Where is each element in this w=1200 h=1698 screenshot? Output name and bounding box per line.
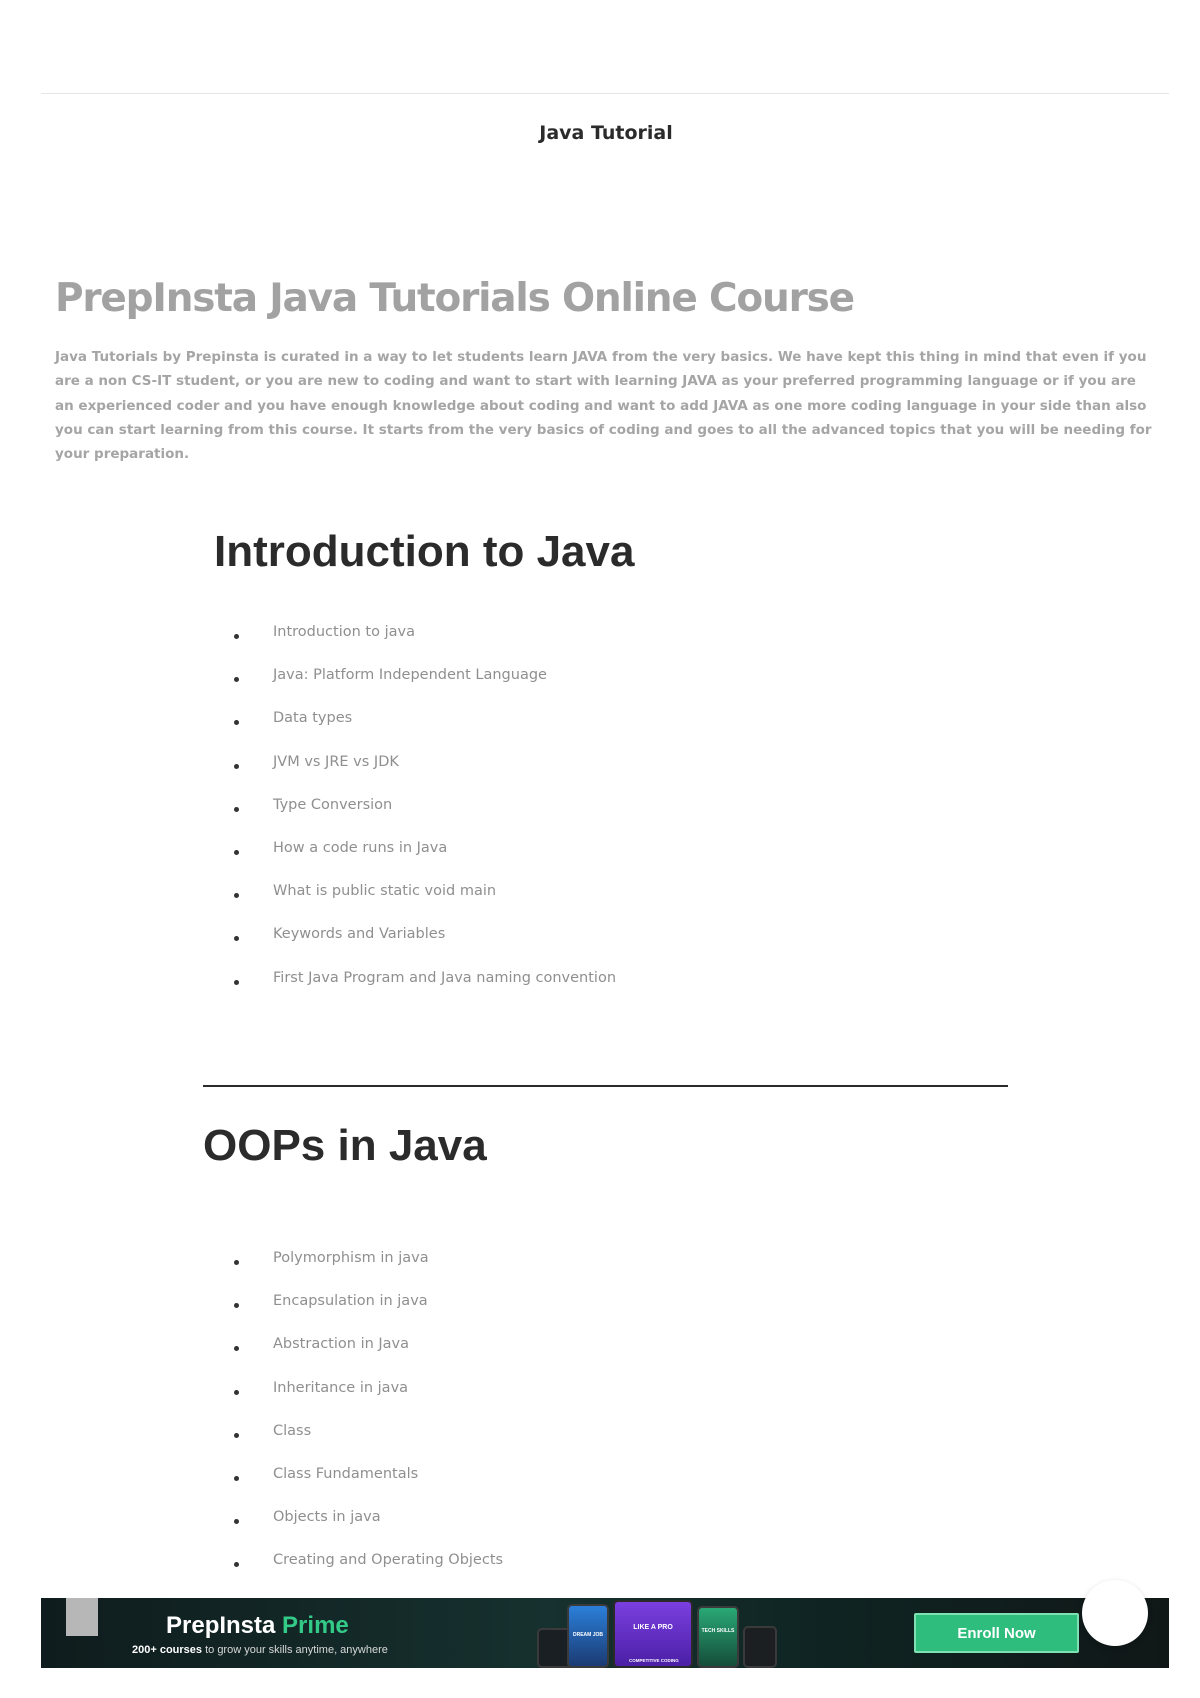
topic-link[interactable]: Encapsulation in java bbox=[273, 1293, 428, 1310]
phone-label: LIKE A PRO bbox=[633, 1624, 673, 1631]
topic-link[interactable]: Abstraction in Java bbox=[273, 1336, 410, 1353]
section-heading-oops: OOPs in Java bbox=[203, 1121, 487, 1170]
brand-primary: PrepInsta bbox=[166, 1612, 276, 1639]
banner-brand bbox=[166, 1612, 349, 1640]
topic-link[interactable]: Introduction to java bbox=[273, 624, 415, 640]
phone-label: TECH SKILLS bbox=[701, 1628, 735, 1634]
phone-mockup bbox=[743, 1626, 777, 1668]
bullet-icon bbox=[234, 634, 239, 639]
bullet-icon bbox=[234, 677, 239, 682]
topic-link[interactable]: Creating and Operating Objects bbox=[273, 1552, 504, 1569]
section-divider bbox=[203, 1085, 1008, 1087]
header-divider bbox=[41, 93, 1169, 94]
banner-phone-mockups bbox=[537, 1600, 827, 1668]
bullet-icon bbox=[234, 1519, 239, 1524]
topic-link[interactable]: Inheritance in java bbox=[273, 1379, 409, 1396]
bullet-icon bbox=[234, 850, 239, 855]
hero-description: Java Tutorials by Prepinsta is curated in a way to let students learn JAVA from the very basics. We have kept this thing in mind that even if you are a non CS-IT student, or you are new to coding and want to start with learning JAVA as your preferred programming language or if you are an experienced coder and you have enough knowledge about coding and want to add JAVA as one more coding language in your side than also you can start learning from this course. It starts from the very basics of coding and goes to all the advanced topics that you will be needing for your preparation. bbox=[55, 349, 1152, 463]
topic-link[interactable]: Class Fundamentals bbox=[273, 1465, 419, 1482]
topic-link[interactable]: First Java Program and Java naming convention bbox=[273, 969, 617, 986]
bullet-icon bbox=[234, 1476, 239, 1481]
bullet-icon bbox=[234, 936, 239, 941]
prime-promo-banner[interactable] bbox=[41, 1598, 1169, 1668]
phone-label: COMPETITIVE CODING bbox=[629, 1658, 679, 1663]
page-title: Java Tutorial bbox=[539, 122, 673, 144]
phone-mockup bbox=[567, 1604, 609, 1668]
bullet-icon bbox=[234, 1390, 239, 1395]
bullet-icon bbox=[234, 980, 239, 985]
bullet-icon bbox=[234, 720, 239, 725]
topic-link[interactable]: How a code runs in Java bbox=[273, 839, 448, 856]
bullet-icon bbox=[234, 764, 239, 769]
section-heading-introduction: Introduction to Java bbox=[214, 527, 635, 576]
tagline-strong: 200+ courses bbox=[132, 1644, 203, 1656]
topic-link[interactable]: Data types bbox=[273, 710, 353, 727]
brand-accent: Prime bbox=[282, 1612, 349, 1639]
bullet-icon bbox=[234, 1303, 239, 1308]
banner-tagline bbox=[132, 1644, 388, 1656]
topic-link[interactable]: Objects in java bbox=[273, 1509, 381, 1526]
bullet-icon bbox=[234, 1433, 239, 1438]
bullet-icon bbox=[234, 1562, 239, 1567]
tagline-rest: to grow your skills anytime, anywhere bbox=[202, 1644, 388, 1656]
phone-mockup bbox=[697, 1606, 739, 1668]
hero-title: PrepInsta Java Tutorials Online Course bbox=[55, 276, 854, 321]
topic-link[interactable]: Keywords and Variables bbox=[273, 926, 446, 943]
phone-label: DREAM JOB bbox=[572, 1632, 603, 1638]
bullet-icon bbox=[234, 1346, 239, 1351]
bullet-icon bbox=[234, 893, 239, 898]
topic-link[interactable]: Type Conversion bbox=[273, 796, 393, 813]
banner-close-placeholder[interactable] bbox=[66, 1598, 98, 1636]
topic-link[interactable]: Polymorphism in java bbox=[273, 1250, 429, 1266]
phone-mockup bbox=[613, 1600, 693, 1668]
bullet-icon bbox=[234, 1260, 239, 1265]
topic-link[interactable]: JVM vs JRE vs JDK bbox=[273, 753, 399, 770]
chat-widget-button[interactable] bbox=[1082, 1580, 1148, 1646]
topic-link[interactable]: What is public static void main bbox=[273, 883, 497, 900]
topic-link[interactable]: Java: Platform Independent Language bbox=[273, 667, 547, 684]
enroll-now-button[interactable]: Enroll Now bbox=[914, 1613, 1079, 1653]
topic-link[interactable]: Class bbox=[273, 1422, 312, 1439]
bullet-icon bbox=[234, 807, 239, 812]
